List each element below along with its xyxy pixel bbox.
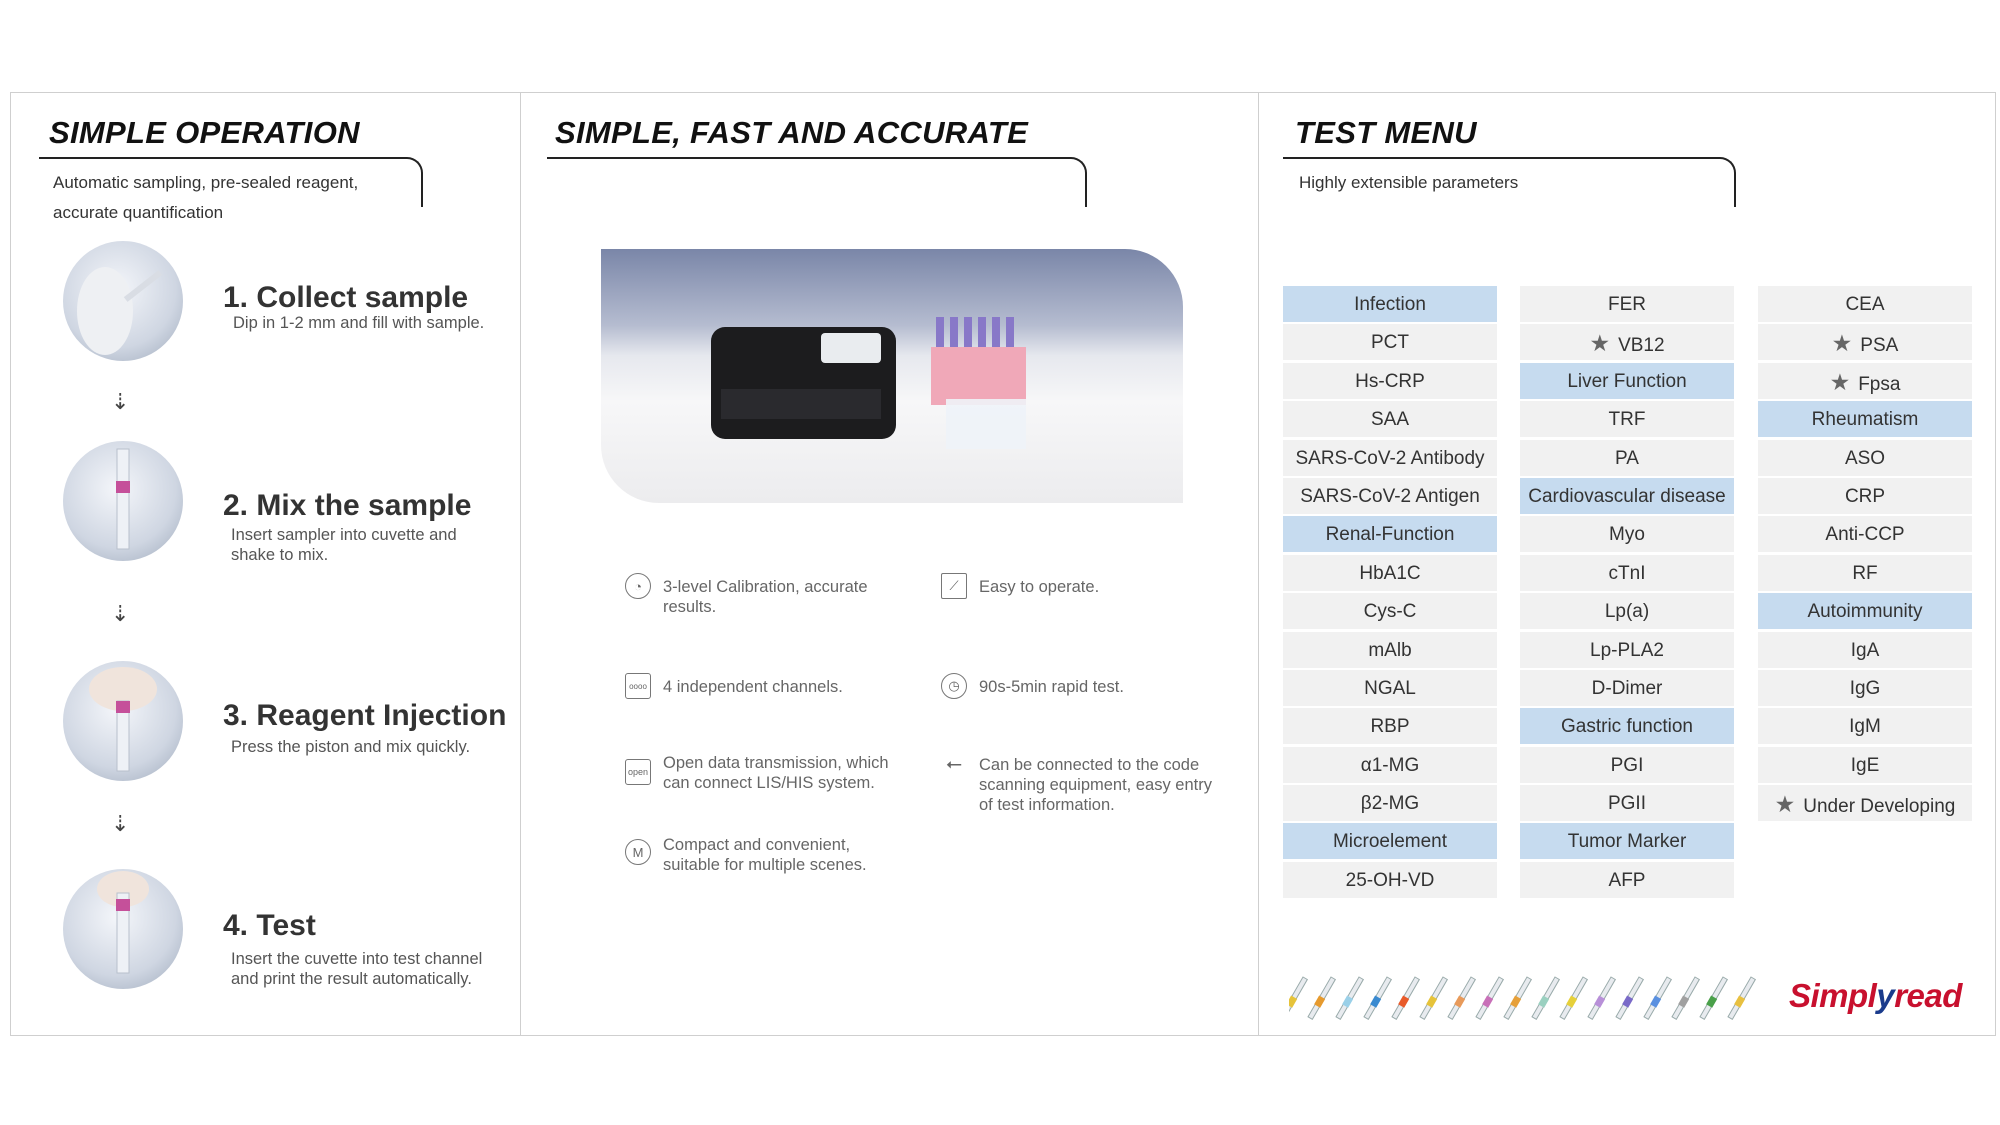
open-data-icon: open: [625, 759, 651, 785]
test-label: CRP: [1844, 485, 1886, 507]
test-item: [1520, 401, 1734, 437]
test-label: Hs-CRP: [1355, 370, 1425, 392]
test-label: IgG: [1849, 677, 1881, 699]
test-image: [63, 869, 183, 989]
test-label: Gastric function: [1561, 716, 1693, 738]
chevron-down-icon: ⇣: [111, 811, 130, 836]
test-item: [1283, 555, 1497, 591]
test-label: TRF: [1608, 409, 1646, 431]
test-item: [1520, 862, 1734, 898]
test-label: Infection: [1354, 294, 1426, 315]
test-label: RBP: [1370, 716, 1410, 738]
test-label: RF: [1852, 562, 1878, 584]
test-label: Microelement: [1332, 831, 1448, 853]
test-item: [1520, 286, 1734, 322]
test-label: SAA: [1370, 409, 1410, 431]
step-desc: Insert the cuvette into test channel and print the result automatically.: [231, 950, 483, 988]
test-label: 25-OH-VD: [1345, 869, 1435, 891]
chevron-down-icon: ⇣: [111, 389, 130, 414]
test-item: [1520, 785, 1734, 821]
injection-illustration: [63, 661, 183, 781]
test-label: α1-MG: [1360, 754, 1420, 776]
test-item: [1520, 516, 1734, 552]
test-menu-column: [1520, 286, 1734, 900]
test-category-header: [1758, 401, 1972, 437]
panel-title: SIMPLE, FAST AND ACCURATE: [555, 115, 1029, 150]
sampler-tube: [1363, 977, 1392, 1020]
channels-icon: oooo: [625, 673, 651, 699]
test-label: Anti-CCP: [1825, 524, 1905, 546]
panel-title: TEST MENU: [1295, 115, 1477, 150]
test-label: Rheumatism: [1811, 409, 1919, 431]
sampler-tube: [1335, 977, 1364, 1020]
sampler-tube: [1419, 977, 1448, 1020]
test-item: [1758, 324, 1972, 360]
test-item: [1520, 555, 1734, 591]
test-item: [1520, 593, 1734, 629]
sampler-tubes-illustration: [1289, 971, 1769, 1026]
sampler-tube: [1391, 977, 1420, 1020]
features-panel: [520, 92, 1259, 1036]
test-label: IgE: [1850, 754, 1880, 776]
test-menu-column: [1758, 286, 1972, 823]
test-label: Tumor Marker: [1567, 831, 1687, 853]
title-bracket: [547, 157, 1087, 207]
test-label: SARS-CoV-2 Antigen: [1300, 485, 1480, 507]
test-category-header: [1283, 516, 1497, 552]
test-label: Renal-Function: [1325, 524, 1455, 546]
test-item: [1283, 478, 1497, 514]
sampler-tube: [1475, 977, 1504, 1020]
test-label: PGII: [1607, 793, 1646, 815]
test-item: [1283, 401, 1497, 437]
test-label: Cys-C: [1363, 601, 1417, 623]
test-label: SARS-CoV-2 Antibody: [1295, 447, 1485, 469]
test-label: cTnI: [1608, 562, 1646, 584]
test-item: [1520, 632, 1734, 668]
test-item: [1758, 632, 1972, 668]
test-menu-panel: [1258, 92, 1996, 1036]
star-icon: ★: [1831, 330, 1853, 357]
sampler-tube: [1671, 977, 1700, 1020]
sampler-tube: [1699, 977, 1728, 1020]
test-item: [1758, 516, 1972, 552]
step-title: 2. Mix the sample: [223, 489, 472, 522]
test-label: mAlb: [1368, 639, 1412, 661]
step-title: 1. Collect sample: [223, 281, 469, 314]
sampler-tube: [1727, 977, 1756, 1020]
cuvette-illustration: [63, 441, 183, 561]
test-item: [1283, 708, 1497, 744]
sampler-tube: [1587, 977, 1616, 1020]
test-item: [1758, 478, 1972, 514]
step-desc: Dip in 1-2 mm and fill with sample.: [233, 314, 485, 332]
test-item: [1520, 440, 1734, 476]
test-label: ASO: [1844, 447, 1886, 469]
test-item: [1758, 555, 1972, 591]
test-category-header: [1520, 708, 1734, 744]
sampler-tube: [1447, 977, 1476, 1020]
test-item: [1283, 785, 1497, 821]
test-item: [1520, 747, 1734, 783]
sampler-tube: [1615, 977, 1644, 1020]
test-category-header: [1283, 286, 1497, 322]
test-item: [1758, 440, 1972, 476]
panel-title: SIMPLE OPERATION: [49, 115, 360, 150]
test-category-header: [1758, 593, 1972, 629]
test-label: Lp-PLA2: [1590, 639, 1664, 661]
sampler-tube: [1307, 977, 1336, 1020]
test-label: Myo: [1609, 524, 1645, 546]
test-label: HbA1C: [1359, 562, 1421, 584]
analyzer-illustration: [601, 249, 1183, 503]
test-label: CEA: [1845, 294, 1885, 315]
sampler-tube: [1531, 977, 1560, 1020]
feature-text: 4 independent channels.: [663, 678, 843, 696]
test-label: VB12: [1618, 335, 1665, 357]
mix-sample-image: [63, 441, 183, 561]
clock-icon: ◷: [941, 673, 967, 699]
test-menu-column: [1283, 286, 1497, 900]
feature-text: Easy to operate.: [979, 578, 1100, 596]
test-label: PSA: [1860, 335, 1899, 357]
star-icon: ★: [1829, 368, 1851, 395]
test-category-header: [1520, 363, 1734, 399]
test-label: Lp(a): [1604, 601, 1650, 623]
star-icon: ★: [1774, 791, 1796, 818]
test-label: PCT: [1371, 332, 1409, 354]
panel-subtitle: Highly extensible parameters: [1299, 173, 1519, 192]
step-desc: Insert sampler into cuvette and shake to mix.: [231, 526, 457, 564]
test-label: FER: [1608, 294, 1646, 315]
step-title: 3. Reagent Injection: [223, 699, 507, 732]
simple-operation-panel: [10, 92, 521, 1036]
feature-text: Open data transmission, which can connect LIS/HIS system.: [663, 754, 889, 792]
sampler-tube: [1559, 977, 1588, 1020]
test-category-header: [1283, 823, 1497, 859]
test-label: IgA: [1850, 639, 1880, 661]
test-label: Cardiovascular disease: [1528, 485, 1726, 507]
test-item: [1520, 670, 1734, 706]
sampler-tube: [1643, 977, 1672, 1020]
calibration-icon: ◔: [625, 573, 651, 599]
reagent-injection-image: [63, 661, 183, 781]
sampler-tube: [1289, 977, 1308, 1020]
test-label: Under Developing: [1803, 796, 1956, 818]
usb-icon: ⭠: [946, 752, 962, 775]
test-item: [1283, 324, 1497, 360]
test-category-header: [1520, 478, 1734, 514]
step-desc: Press the piston and mix quickly.: [231, 738, 471, 756]
sampler-tube: [1503, 977, 1532, 1020]
collect-sample-image: [63, 241, 183, 361]
test-item: [1758, 708, 1972, 744]
test-item: [1758, 670, 1972, 706]
step-title: 4. Test: [223, 909, 316, 942]
subtitle-line: accurate quantification: [53, 203, 224, 222]
test-label: Liver Function: [1567, 370, 1687, 392]
test-item: [1283, 632, 1497, 668]
chevron-down-icon: ⇣: [111, 601, 130, 626]
compact-icon: M: [625, 839, 651, 865]
subtitle-line: Automatic sampling, pre-sealed reagent,: [53, 173, 359, 192]
feature-text: Can be connected to the code scanning equipment, easy entry of test information.: [979, 756, 1212, 814]
test-item: [1283, 363, 1497, 399]
test-item: [1283, 862, 1497, 898]
test-item: [1283, 747, 1497, 783]
star-icon: ★: [1589, 330, 1611, 357]
test-label: NGAL: [1364, 677, 1416, 699]
test-label: β2-MG: [1360, 793, 1420, 815]
operate-icon: ⟋: [941, 573, 967, 599]
feature-text: 3-level Calibration, accurate results.: [663, 578, 868, 616]
test-label: Autoimmunity: [1807, 601, 1923, 623]
feature-text: 90s-5min rapid test.: [979, 678, 1124, 696]
test-item: [1758, 363, 1972, 399]
test-item: [1283, 440, 1497, 476]
test-label: PGI: [1610, 754, 1644, 776]
test-item: [1283, 670, 1497, 706]
test-label: IgM: [1849, 716, 1881, 738]
test-category-header: [1520, 823, 1734, 859]
analyzer-product-photo: [601, 249, 1183, 503]
test-item: [1520, 324, 1734, 360]
test-label: Fpsa: [1858, 373, 1901, 395]
test-label: AFP: [1608, 869, 1646, 891]
simplyread-logo: Simplyread: [1789, 977, 1962, 1014]
test-item: [1758, 785, 1972, 821]
panel-subtitle: [53, 168, 358, 228]
sampler-illustration: [63, 241, 183, 361]
test-label: PA: [1615, 447, 1639, 469]
test-illustration: [63, 869, 183, 989]
test-item: [1283, 593, 1497, 629]
test-item: [1758, 747, 1972, 783]
feature-text: Compact and convenient, suitable for multiple scenes.: [663, 836, 867, 874]
test-item: [1758, 286, 1972, 322]
test-label: D-Dimer: [1591, 677, 1663, 699]
